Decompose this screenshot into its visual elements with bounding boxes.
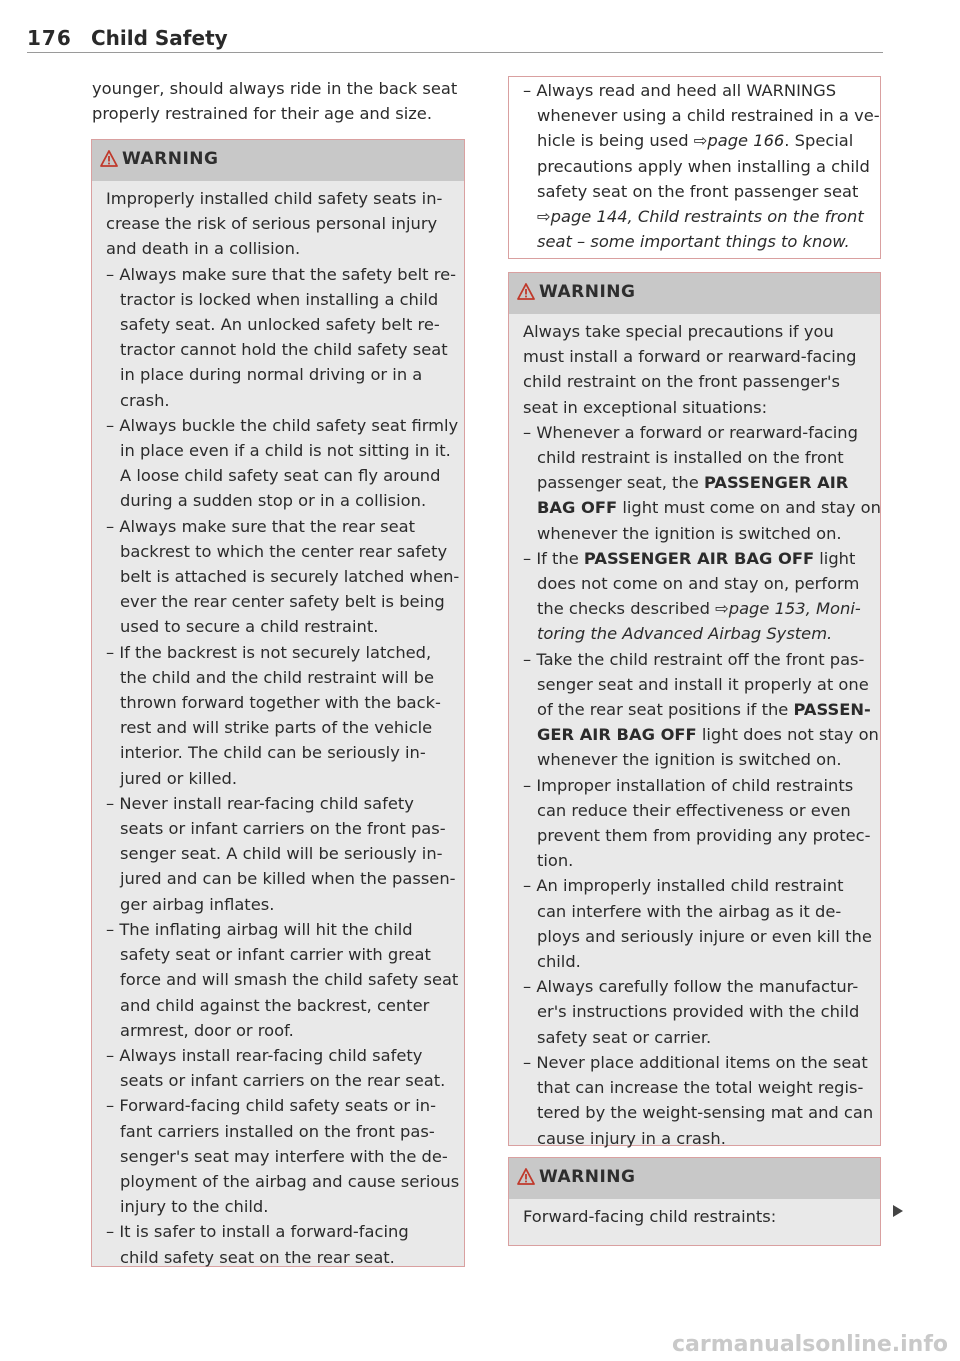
- bullet-line: safety seat or carrier.: [537, 1027, 712, 1047]
- warning-bullet: [106, 791, 464, 917]
- warning-triangle-icon: [517, 283, 535, 300]
- warning-bullet: – Whenever a forward or rearward-facing child restraint is installed on the front passenger seat, the PASSENGER AIR BAG OFF light must come on and stay on whenever the ignition is switched on.: [523, 422, 881, 543]
- warning-title: WARNING: [539, 1167, 636, 1187]
- bullet-line: that can increase the total weight regis-: [537, 1078, 864, 1098]
- warning-intro: Always take special precautions if you must install a forward or rearward-facing child restraint on the front passenger's seat in exceptional situations:: [523, 322, 857, 417]
- warning-body: [509, 314, 880, 1151]
- bullet-line: used to secure a child restraint.: [120, 617, 379, 637]
- bullet-line: tion.: [537, 851, 574, 871]
- bullet-line: fant carriers installed on the front pas-: [120, 1121, 435, 1141]
- page-ref-link: ⇨page 166: [693, 131, 785, 151]
- warning-box-left: [91, 139, 465, 1267]
- bullet-line: – Never place additional items on the seat: [523, 1052, 868, 1072]
- warning-bullet: [523, 974, 880, 1050]
- bullet-line: – Forward-facing child safety seats or in-: [106, 1096, 436, 1116]
- continued-box: [508, 76, 881, 259]
- bullet-line: seats or infant carriers on the rear seat.: [120, 1071, 446, 1091]
- page-number: 176: [27, 26, 72, 50]
- page-ref-link: ⇨page 144, Child restraints on the front: [537, 207, 864, 227]
- bullet-line: can reduce their effectiveness or even: [537, 800, 851, 820]
- warning-box-right: [508, 272, 881, 1146]
- continued-bullet: – Always read and heed all WARNINGS whenever using a child restrained in a ve- hicle is being used ⇨page 166. Special precautions apply when installing a child safety seat on the front passenger seat ⇨page 144, Child restraints on the front seat – some important things to know.: [523, 81, 880, 252]
- bullet-line: ployment of the airbag and cause serious: [120, 1171, 460, 1191]
- warning-bullet-list: [106, 262, 464, 1270]
- bullet-line: senger's seat may interfere with the de-: [120, 1146, 448, 1166]
- warning-triangle-icon: [517, 1168, 535, 1185]
- bullet-line: er's instructions provided with the child: [537, 1002, 860, 1022]
- warning-bullet: – If the PASSENGER AIR BAG OFF light does not come on and stay on, perform the checks described ⇨page 153, Moni- toring the Advanced Airbag System.: [523, 548, 861, 644]
- bullet-line: ger airbag inflates.: [120, 894, 275, 914]
- section-title: Child Safety: [91, 26, 228, 50]
- bullet-line: during a sudden stop or in a collision.: [120, 491, 427, 511]
- bullet-line: seats or infant carriers on the front pas-: [120, 819, 446, 839]
- bullet-line: tractor cannot hold the child safety seat: [120, 340, 448, 360]
- bullet-line: can interfere with the airbag as it de-: [537, 901, 842, 921]
- warning-bullet: [106, 1093, 464, 1219]
- warning-triangle-icon: [100, 150, 118, 167]
- warning-header: [509, 273, 880, 314]
- continue-arrow-icon: [893, 1205, 903, 1217]
- bullet-line: interior. The child can be seriously in-: [120, 743, 426, 763]
- bullet-line: the child and the child restraint will be: [120, 667, 434, 687]
- intro-paragraph: younger, should always ride in the back seat properly restrained for their age and size.: [92, 79, 458, 124]
- warning-title: WARNING: [539, 282, 636, 302]
- warning-title: WARNING: [122, 149, 219, 169]
- warning-bullet: [106, 514, 464, 640]
- bullet-line: jured or killed.: [120, 768, 238, 788]
- warning-header: [509, 1158, 880, 1199]
- bullet-line: – Always make sure that the safety belt re-: [106, 264, 456, 284]
- bullet-line: child.: [537, 952, 581, 972]
- bullet-line: injury to the child.: [120, 1197, 269, 1217]
- bullet-line: senger seat. A child will be seriously in-: [120, 844, 443, 864]
- warning-bullet: [106, 262, 464, 413]
- warning-bullet: [523, 773, 880, 874]
- bullet-line: safety seat. An unlocked safety belt re-: [120, 315, 440, 335]
- bullet-line: ever the rear center safety belt is being: [120, 592, 445, 612]
- bullet-line: – The inflating airbag will hit the child: [106, 919, 413, 939]
- bullet-line: – Never install rear-facing child safety: [106, 793, 414, 813]
- warning-intro: Improperly installed child safety seats in- crease the risk of serious personal injury and death in a collision.: [106, 189, 443, 259]
- bullet-line: tractor is locked when installing a child: [120, 289, 439, 309]
- warning-bullet-list: [523, 773, 880, 1151]
- bullet-line: – Always carefully follow the manufactur-: [523, 977, 859, 997]
- bullet-line: cause injury in a crash.: [537, 1128, 726, 1148]
- warning-bullet: [523, 1050, 880, 1151]
- bullet-line: belt is attached is securely latched when-: [120, 567, 460, 587]
- bullet-line: jured and can be killed when the passen-: [120, 869, 456, 889]
- warning-body: Forward-facing child restraints:: [523, 1207, 777, 1226]
- warning-bullet: [523, 873, 880, 974]
- bullet-line: prevent them from providing any protec-: [537, 826, 871, 846]
- page-header: [27, 26, 883, 53]
- warning-bullet: – Take the child restraint off the front pas- senger seat and install it properly at one of the rear seat positions if the PASSEN- GER AIR BAG OFF light does not stay on whenever the ignition is switched on.: [523, 649, 879, 770]
- bullet-line: force and will smash the child safety seat: [120, 970, 459, 990]
- bullet-line: rest and will strike parts of the vehicle: [120, 718, 433, 738]
- bullet-line: – Always buckle the child safety seat firmly: [106, 415, 459, 435]
- bullet-line: and child against the backrest, center: [120, 995, 430, 1015]
- bullet-line: tered by the weight-sensing mat and can: [537, 1103, 874, 1123]
- warning-box-bottom: [508, 1157, 881, 1246]
- warning-header: [92, 140, 464, 181]
- bullet-line: thrown forward together with the back-: [120, 693, 441, 713]
- watermark: carmanualsonline.info: [672, 1332, 948, 1357]
- bullet-line: crash.: [120, 390, 170, 410]
- bullet-line: in place even if a child is not sitting in it.: [120, 441, 451, 461]
- warning-bullet: [106, 640, 464, 791]
- bullet-line: ploys and seriously injure or even kill the: [537, 926, 872, 946]
- bullet-line: safety seat or infant carrier with great: [120, 945, 431, 965]
- bullet-line: – Always install rear-facing child safety: [106, 1045, 423, 1065]
- bullet-line: – If the backrest is not securely latched,: [106, 642, 432, 662]
- bullet-line: armrest, door or roof.: [120, 1020, 294, 1040]
- bullet-line: in place during normal driving or in a: [120, 365, 423, 385]
- warning-body: [92, 181, 464, 1270]
- bullet-line: – An improperly installed child restraint: [523, 876, 844, 896]
- warning-bullet: [106, 917, 464, 1043]
- page-ref-link: ⇨page 153, Moni-: [715, 599, 861, 619]
- warning-bullet: [106, 1043, 464, 1093]
- bullet-line: A loose child safety seat can fly around: [120, 466, 441, 486]
- bullet-line: – Always make sure that the rear seat: [106, 516, 415, 536]
- bullet-line: – It is safer to install a forward-facing: [106, 1222, 409, 1242]
- bullet-line: – Improper installation of child restraints: [523, 775, 854, 795]
- bullet-line: backrest to which the center rear safety: [120, 541, 448, 561]
- warning-bullet: [106, 1219, 464, 1269]
- bullet-line: child safety seat on the rear seat.: [120, 1247, 395, 1267]
- warning-bullet: [106, 413, 464, 514]
